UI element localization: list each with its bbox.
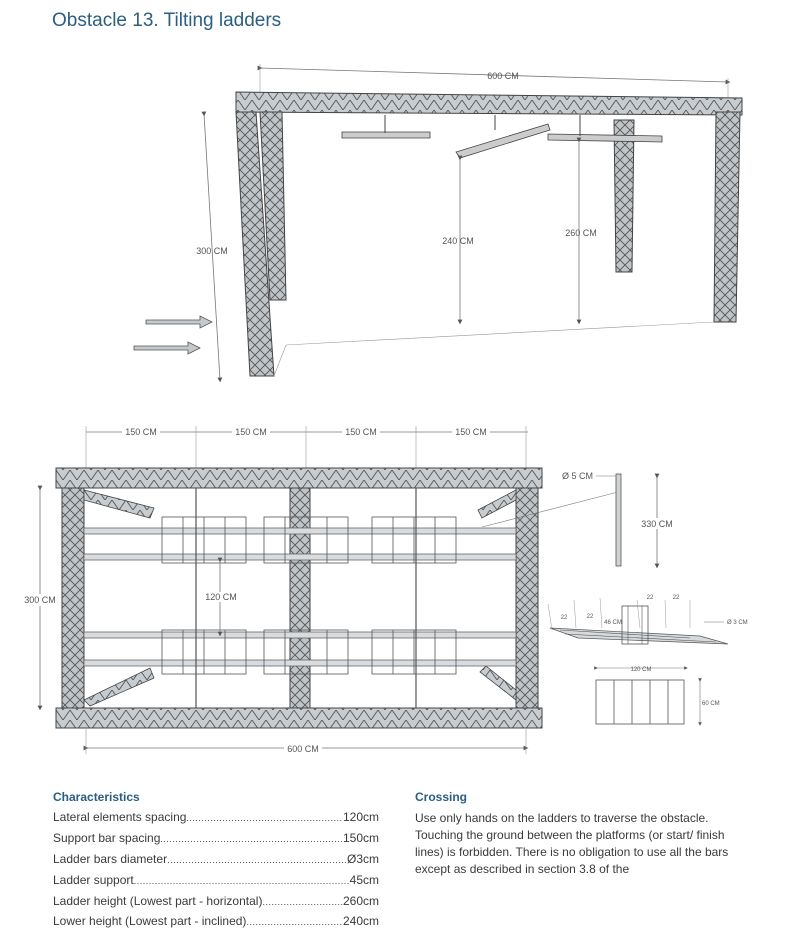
ladder-3	[548, 134, 662, 142]
crossing-heading: Crossing	[415, 790, 468, 804]
right-column	[714, 112, 740, 322]
characteristic-value: 240cm	[342, 914, 379, 928]
characteristic-label: Support bar spacing	[53, 831, 161, 845]
rung-diameter-label: Ø 3 CM	[727, 620, 748, 626]
top-beam	[236, 92, 742, 115]
direction-arrow-icon	[146, 316, 212, 328]
width-label: 600 CM	[287, 744, 319, 754]
elevation-drawing	[22, 426, 542, 754]
characteristic-label: Ladder support	[53, 873, 134, 887]
top-truss	[56, 468, 542, 488]
characteristic-value: Ø3cm	[346, 852, 379, 866]
middle-column	[614, 120, 634, 272]
spacing-label: 120 CM	[205, 592, 237, 602]
crossing-text: Use only hands on the ladders to traverse the obstacle. Touching the ground between the platforms (or start/ finish lines) is forbidden. There is no obligation to use all the bars except as described in section 3.8 of the	[415, 811, 729, 876]
small-height-label: 46 CM	[604, 620, 622, 626]
characteristic-row	[53, 852, 379, 866]
left-truss	[62, 488, 84, 708]
frame-width-label: 120 CM	[630, 667, 652, 673]
height-260-label: 260 CM	[565, 228, 597, 238]
support-pole	[616, 474, 621, 566]
characteristic-value: 260cm	[342, 894, 379, 908]
direction-arrow-icon	[134, 342, 200, 354]
center-truss	[290, 488, 310, 708]
bar-height-label: 330 CM	[641, 519, 673, 529]
characteristic-row	[53, 810, 379, 824]
height-240-label: 240 CM	[442, 236, 474, 246]
ladder-2-inclined	[456, 124, 550, 158]
perspective-drawing	[134, 64, 742, 380]
height-label: 300 CM	[24, 595, 56, 605]
frame-detail	[596, 680, 684, 724]
right-truss	[516, 488, 538, 708]
page-title: Obstacle 13. Tilting ladders	[52, 10, 282, 31]
characteristics-heading: Characteristics	[53, 790, 140, 804]
characteristic-row	[53, 831, 379, 845]
spacing-22-label: 22	[586, 614, 594, 620]
bottom-truss	[56, 708, 542, 728]
ladder-detail	[550, 628, 728, 644]
span-label: 150 CM	[455, 427, 487, 437]
width-label: 600 CM	[487, 71, 519, 81]
characteristic-label: Lower height (Lowest part - inclined)	[53, 914, 247, 928]
span-label: 150 CM	[345, 427, 377, 437]
spacing-22-label: 22	[646, 595, 654, 601]
frame-height-label: 60 CM	[702, 701, 720, 707]
characteristic-value: 120cm	[342, 810, 379, 824]
characteristic-label: Lateral elements spacing	[53, 810, 187, 824]
characteristic-label: Ladder bars diameter	[53, 852, 168, 866]
height-300-label: 300 CM	[196, 246, 228, 256]
spacing-22-label: 22	[672, 595, 680, 601]
span-label: 150 CM	[235, 427, 267, 437]
characteristic-value: 45cm	[349, 873, 379, 887]
characteristic-label: Ladder height (Lowest part - horizontal)	[53, 894, 263, 908]
bar-diameter-label: Ø 5 CM	[562, 471, 594, 481]
spacing-22-label: 22	[560, 615, 568, 621]
characteristic-value: 150cm	[342, 831, 379, 845]
characteristic-row	[53, 914, 379, 928]
characteristic-row	[53, 873, 379, 887]
span-label: 150 CM	[125, 427, 157, 437]
ladder-1	[342, 132, 430, 138]
characteristic-row	[53, 894, 379, 908]
